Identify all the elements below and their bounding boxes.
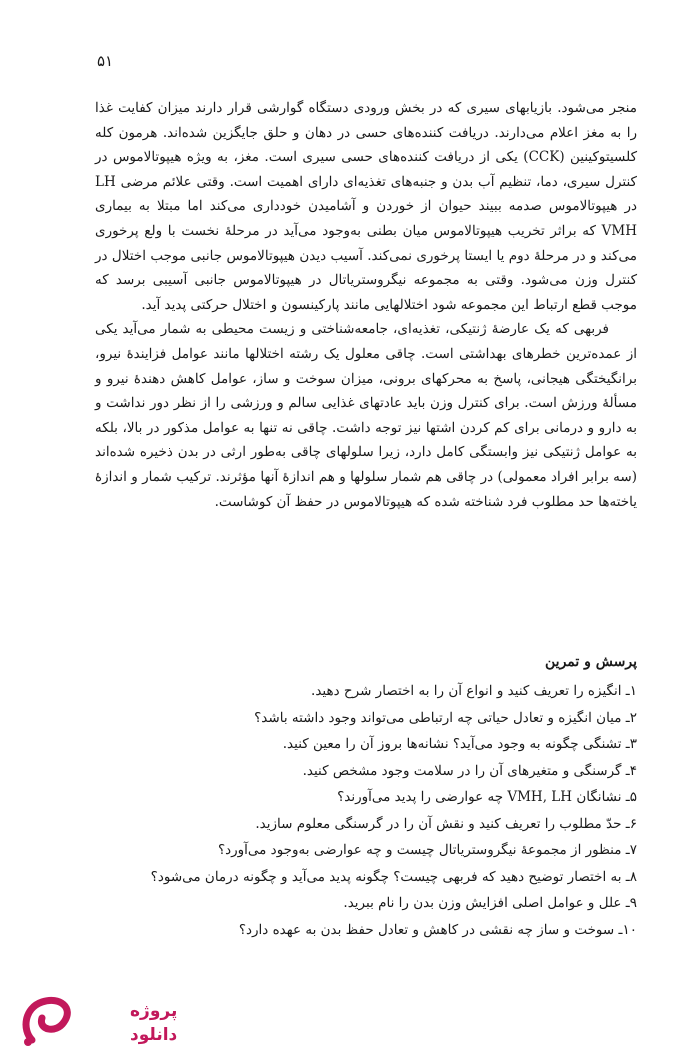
watermark-logo: [12, 990, 178, 1050]
question-item: ۷ـ منظور از مجموعهٔ نیگرو‌ستریاتال چیست و چه عوارضی به‌وجود می‌آورد؟: [217, 842, 637, 858]
paragraph: منجر می‌شود. بازیابهای سیری که در بخش ورودی دستگاه گوارشی قرار دارند میزان کفایت غذا را به مغز اعلام می‌دارند. دریافت کننده‌های حسی در دهان و حلق جایگزین شده‌اند. هرمون کله کلسیتوکینین (CCK) یکی از دریافت کننده‌های حسی سیری است. مغز، به ویژه هیپوتالاموس در کنترل سیری، دما، تنظیم آب بدن و جنبه‌های تغذیه‌ای دارای اهمیت است. وقتی علائم مرضی LH در هیپوتالاموس صدمه ببیند حیوان از خوردن و آشامیدن خودداری می‌کند اما مبتلا به بیماری VMH که براثر تخریب هیپوتالاموس میان بطنی به‌وجود می‌آید در مرحلهٔ نخست با ولع پرخوری می‌کند و در مرحلهٔ دوم یا ایستا پرخوری نمی‌کند. آسیب دیدن هیپوتالاموس جانبی موجب اختلال در کنترل وزن می‌شود. وقتی به مجموعه نیگرو‌ستریاتال در هیپوتالاموس جانبی آسیبی برسد که موجب قطع ارتباط این مجموعه شود اختلالهایی مانند پارکینسون و اختلال حرکتی پدید آید.: [95, 100, 637, 313]
watermark-logo-icon: [12, 990, 178, 1050]
question-item: ۲ـ میان انگیزه و تعادل حیاتی چه ارتباطی می‌تواند وجود داشته باشد؟: [254, 709, 637, 726]
section-title: پرسش و تمرین: [545, 654, 637, 670]
question-item: ۱ـ انگیزه را تعریف کنید و انواع آن را به اختصار شرح دهید.: [311, 683, 637, 699]
question-item: ۴ـ گرسنگی و متغیرهای آن را در سلامت وجود مشخص کنید.: [302, 762, 637, 779]
question-item: ۶ـ حدّ مطلوب را تعریف کنید و نقش آن را در گرسنگی معلوم سازید.: [255, 815, 637, 832]
question-list: [95, 678, 637, 943]
svg-text:دانلود: دانلود: [130, 1025, 178, 1045]
question-item: ۱۰ـ سوخت و ساز چه نقشی در کاهش و تعادل حفظ بدن به عهده دارد؟: [238, 921, 637, 938]
svg-text:پروژه: پروژه: [130, 1001, 178, 1021]
question-item: ۸ـ به اختصار توضیح دهید که فربهی چیست؟ چگونه پدید می‌آید و چگونه درمان می‌شود؟: [150, 868, 637, 885]
page-number: ۵۱: [97, 52, 114, 70]
question-item: ۵ـ نشانگان VMH, LH چه عوارضی را پدید می‌آورند؟: [337, 789, 637, 805]
body-text: [95, 96, 637, 514]
question-item: ۹ـ علل و عوامل اصلی افزایش وزن بدن را نام ببرید.: [343, 895, 637, 911]
paragraph: فربهی که یک عارضهٔ ژنتیکی، تغذیه‌ای، جامعه‌شناختی و زیست محیطی به شمار می‌آید یکی از عمده‌ترین خطرهای بهداشتی است. چاقی معلول یک رشته اختلالها مانند عوامل فزایندهٔ نیرو، برانگیختگی هیجانی، پاسخ به محرکهای برونی، میزان سوخت و ساز، عوامل کاهش دهندهٔ نیرو و مسألهٔ ورزش است. برای کنترل وزن باید عادتهای غذایی سالم و ورزشی را از نظر دور نداشت و به دارو و درمانی برای کم کردن اشتها نیز توجه داشت. چاقی نه تنها به عوامل مذکور در بالا، بلکه به عوامل ژنتیکی نیز وابستگی کامل دارد، زیرا سلولهای چاقی به‌طور ارثی در بدن ذخیره شده‌اند (سه برابر افراد معمولی) در چاقی هم شمار سلولها و هم اندازهٔ آنها مؤثرند. ترکیب شمار و اندازهٔ یاخته‌ها حد مطلوب فرد شناخته شده که هیپوتالاموس در حفظ آن کوشاست.: [95, 321, 637, 510]
exercises-section: [95, 650, 637, 943]
question-item: ۳ـ تشنگی چگونه به وجود می‌آید؟ نشانه‌ها بروز آن را معین کنید.: [282, 736, 637, 752]
